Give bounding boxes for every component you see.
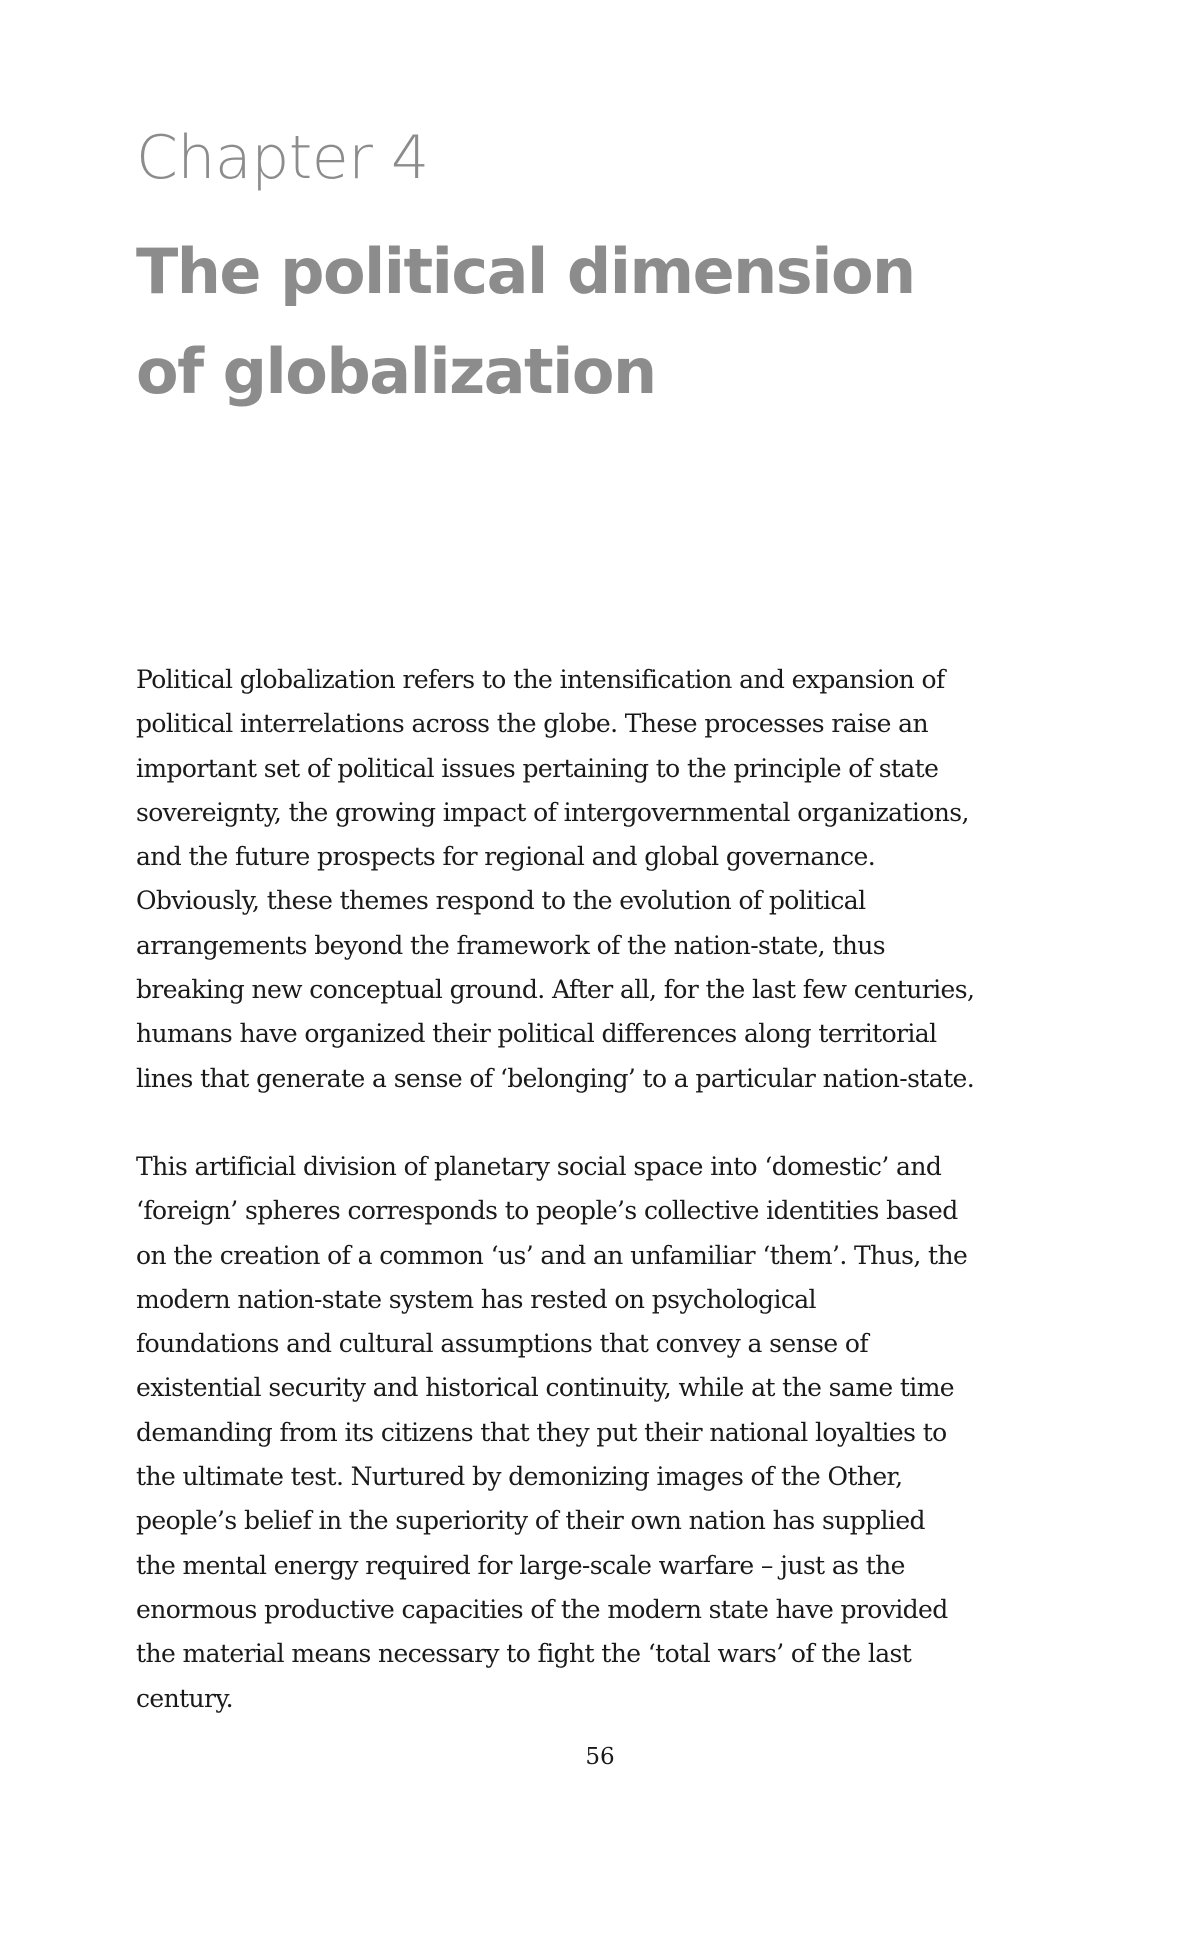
text-line: existential security and historical continuity, while at the same time [136,1373,954,1403]
text-line: ‘foreign’ spheres corresponds to people’s collective identities based [136,1196,958,1226]
text-line: modern nation-state system has rested on psychological [136,1284,816,1314]
page-number: 56 [585,1744,615,1770]
text-line: on the creation of a common ‘us’ and an unfamiliar ‘them’. Thus, the [136,1240,968,1270]
chapter-label: Chapter 4 [136,123,429,193]
text-line: Political globalization refers to the intensification and expansion of [136,665,945,694]
text-line: the mental energy required for large-scale warfare – just as the [136,1550,905,1580]
text-line: lines that generate a sense of ‘belonging’ to a particular nation-state. [136,1063,975,1093]
body-text [136,658,1066,1765]
text-line: important set of political issues pertaining to the principle of state [136,753,939,783]
text-line: arrangements beyond the framework of the nation-state, thus [136,930,886,960]
chapter-title-line: of globalization [136,335,656,408]
paragraph [136,1145,1066,1721]
text-line: humans have organized their political differences along territorial [136,1019,937,1049]
text-line: This artificial division of planetary social space into ‘domestic’ and [136,1151,942,1181]
text-line: foundations and cultural assumptions that convey a sense of [136,1329,868,1359]
text-line: the ultimate test. Nurtured by demonizing images of the Other, [136,1462,903,1492]
text-line: demanding from its citizens that they put their national loyalties to [136,1417,947,1447]
text-line: political interrelations across the globe. These processes raise an [136,709,928,739]
text-line: breaking new conceptual ground. After all, for the last few centuries, [136,975,975,1005]
text-line: people’s belief in the superiority of their own nation has supplied [136,1506,925,1536]
paragraph [136,658,1066,1101]
text-line: century. [136,1683,233,1713]
text-line: sovereignty, the growing impact of intergovernmental organizations, [136,797,969,827]
text-line: Obviously, these themes respond to the evolution of political [136,886,866,916]
chapter-title-line: The political dimension [136,235,915,308]
text-line: and the future prospects for regional and global governance. [136,842,876,872]
chapter-title [136,222,1036,422]
text-line: enormous productive capacities of the modern state have provided [136,1594,948,1624]
text-line: the material means necessary to fight the ‘total wars’ of the last [136,1639,912,1669]
